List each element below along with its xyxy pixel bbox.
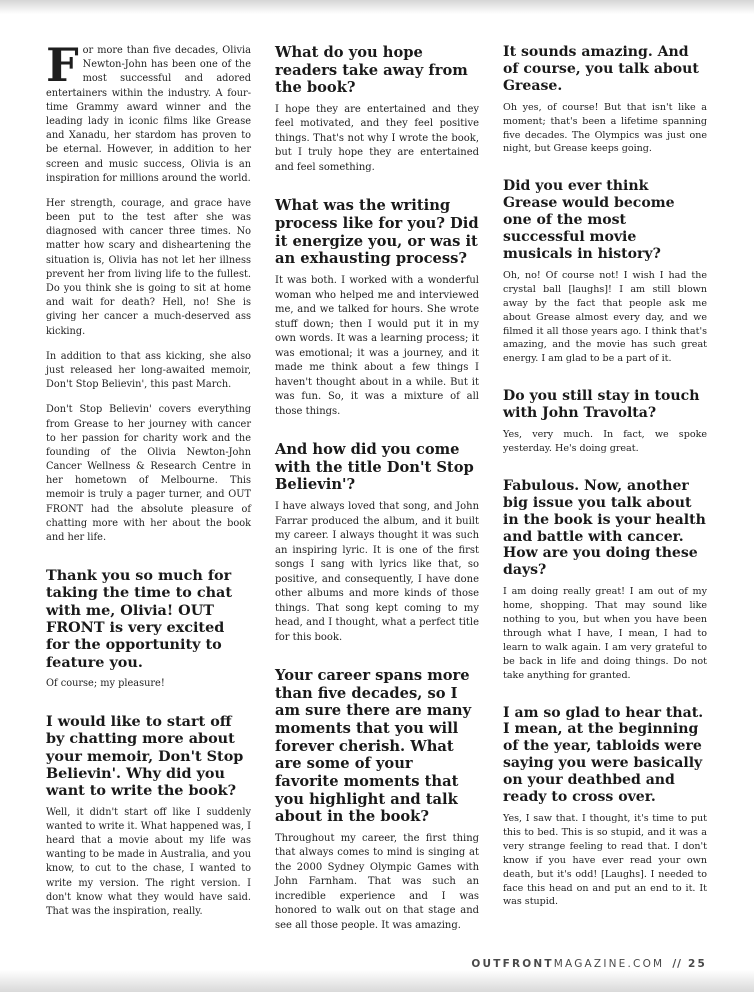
question-heading: I would like to start off by chatting more about your memoir, Don't Stop Believin'. Why did you want to write the book? xyxy=(46,713,244,800)
answer-paragraph: I am doing really great! I am out of my home, shopping. That may sound like nothing to you, but when you have been through what I have, I mean, I had to learn to walk again. I am very grateful to be back in life and doing things. Do not take anything for granted. xyxy=(503,586,707,681)
question-heading: Fabulous. Now, another big issue you talk about in the book is your health and battle with cancer. How are you doing these days? xyxy=(503,477,706,579)
question-heading: Thank you so much for taking the time to chat with me, Olivia! OUT FRONT is very excited for the opportunity to feature you. xyxy=(46,567,232,671)
answer-paragraph: Throughout my career, the first thing that always comes to mind is singing at the 2000 Sydney Olympic Games with John Farnham. That was such an incredible experience and I was honored to walk out on that stage and see all those people. It was amazing. xyxy=(275,832,479,931)
question-heading: What was the writing process like for you? Did it energize you, or was it an exhausting process? xyxy=(275,197,479,268)
column-1 xyxy=(46,38,251,930)
answer-paragraph: Oh yes, of course! But that isn't like a moment; that's been a lifetime spanning five decades. The Olympics was just one night, but Grease keeps going. xyxy=(503,101,707,155)
answer-paragraph: Yes, I saw that. I thought, it's time to put this to bed. This is so stupid, and it was a very strange feeling to read that. I don't know if you have ever read your own death, but it's odd! [Laughs]. I needed to face this head on and put an end to it. It was stupid. xyxy=(503,813,707,908)
page-number: 25 xyxy=(687,958,707,970)
answer-paragraph: It was both. I worked with a wonderful woman who helped me and interviewed me, and we talked for hours. She wrote stuff down; then I would put it in my own words. It was a learning process; it was emotional; it was a journey, and it made me think about a few things I haven't thought about in a while. But it was fun. So, it was a mixture of all those things. xyxy=(275,275,479,417)
intro-paragraph-3: In addition to that ass kicking, she also just released her long-awaited memoir, Don't Stop Believin', this past March. xyxy=(46,350,251,391)
drop-cap: F xyxy=(46,38,79,92)
page-footer xyxy=(471,958,707,970)
answer-paragraph: Oh, no! Of course not! I wish I had the crystal ball [laughs]! I am still blown away by the fact that people ask me about Grease almost every day, and we filmed it all those years ago. I think that's amazing, and the movie has such great energy. I am glad to be a part of it. xyxy=(503,269,707,365)
question-heading: Did you ever think Grease would become one of the most successful movie musicals in history? xyxy=(503,178,675,263)
question-heading: Your career spans more than five decades, so I am sure there are many moments that you will forever cherish. What are some of your favorite moments that you highlight and talk about in the book? xyxy=(275,667,472,826)
answer-paragraph: I have always loved that song, and John Farrar produced the album, and it built my career. I always thought it was such an inspiring lyric. It is one of the first songs I sang with lyrics like that, so positive, and consequently, I have done other albums and more kinds of those things. That song kept coming to my head, and I thought, what a perfect title for this book. xyxy=(275,501,479,643)
intro-paragraph-4: Don't Stop Believin' covers everything from Grease to her journey with cancer to her passion for charity work and the founding of the Olivia Newton-John Cancer Wellness & Research Centre in her hometown of Melbourne. This memoir is truly a pager turner, and OUT FRONT had the absolute pleasure of chatting more with her about the book and her life. xyxy=(46,404,251,543)
answer-paragraph: Yes, very much. In fact, we spoke yesterday. He's doing great. xyxy=(503,429,707,454)
answer-paragraph: Well, it didn't start off like I suddenly wanted to write it. What happened was, I heard that a movie about my life was wanting to be made in Australia, and you know, to cut to the chase, I wanted to write my version. The right version. I don't know what they would have said. That was the inspiration, really. xyxy=(46,806,251,917)
answer-paragraph: Of course; my pleasure! xyxy=(46,677,165,689)
intro-paragraph-1-text: or more than five decades, Olivia Newton-John has been one of the most successful and adored entertainers within the industry. A four-time Grammy award winner and the leading lady in iconic films like Grease and Xanadu, her stardom has proven to be eternal. However, in addition to her screen and music success, Olivia is an inspiration for millions around the world. xyxy=(46,45,251,184)
footer-site-brand: OUTFRONT xyxy=(471,958,554,970)
question-heading: And how did you come with the title Don't Stop Believin'? xyxy=(275,441,474,494)
column-2 xyxy=(275,44,479,944)
column-3 xyxy=(503,44,707,920)
question-heading: I am so glad to hear that. I mean, at the beginning of the year, tabloids were saying you were basically on your deathbed and ready to cross over. xyxy=(503,704,704,806)
footer-site-domain: MAGAZINE.COM xyxy=(553,958,665,970)
question-heading: It sounds amazing. And of course, you talk about Grease. xyxy=(503,44,699,94)
footer-separator: // xyxy=(672,958,682,970)
question-heading: What do you hope readers take away from the book? xyxy=(275,44,468,97)
intro-paragraph-2: Her strength, courage, and grace have been put to the test after she was diagnosed with cancer three times. No matter how scary and disheartening the situation is, Olivia has not let her illness prevent her from living life to the fullest. Do you think she is going to sit at home and wait for death? Hell, no! She is giving her cancer a much-deserved ass kicking. xyxy=(46,197,251,337)
page-top-shadow xyxy=(0,0,754,14)
intro-paragraph-1 xyxy=(46,38,251,186)
answer-paragraph: I hope they are entertained and they feel motivated, and they feel positive things. That's not why I wrote the book, but I truly hope they are entertained and feel something. xyxy=(275,103,479,173)
page-bottom-shadow xyxy=(0,970,754,992)
question-heading: Do you still stay in touch with John Travolta? xyxy=(503,388,700,422)
